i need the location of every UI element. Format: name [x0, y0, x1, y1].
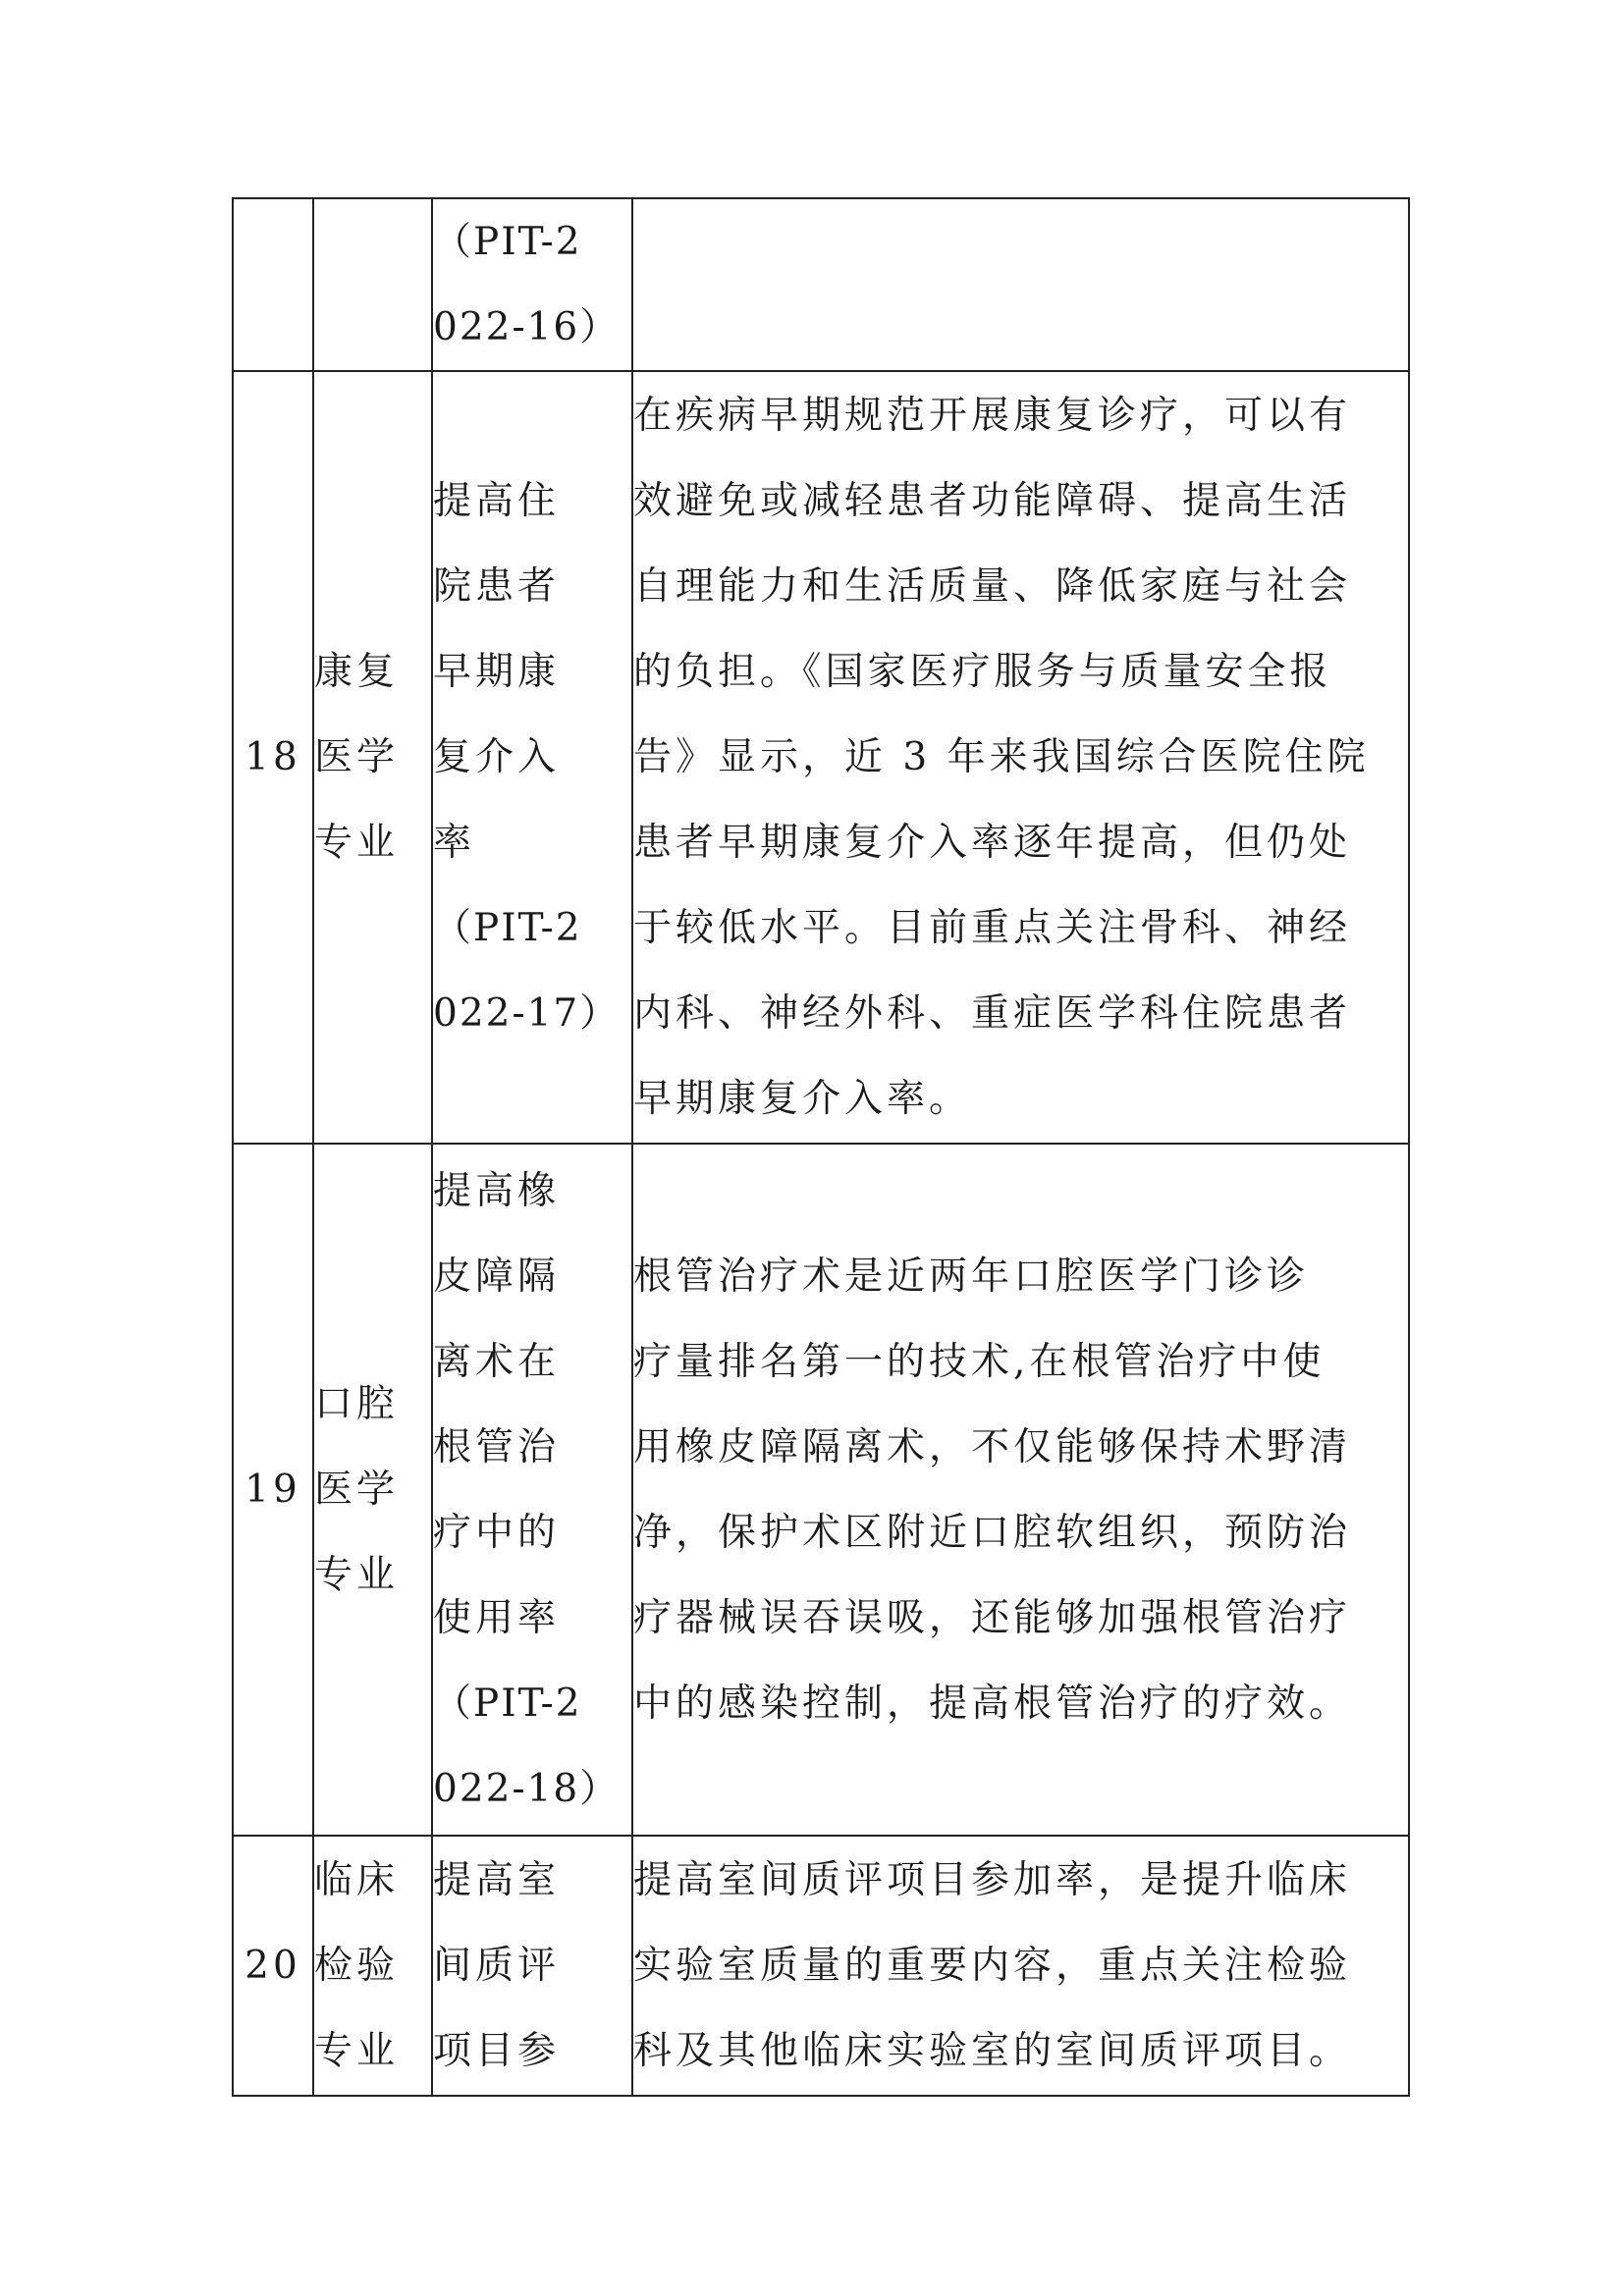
table-row — [233, 198, 1409, 371]
specialty-cell — [313, 1836, 432, 2096]
specialty-cell — [313, 198, 432, 371]
title-line: 间质评 — [433, 1944, 561, 1988]
description-line: 告》显示，近 3 年来我国综合医院住院 — [633, 735, 1370, 779]
description-cell — [632, 371, 1409, 1144]
title-line: 离术在 — [433, 1339, 561, 1384]
title-line: 率 — [433, 821, 476, 865]
title-line: 复介入 — [433, 735, 561, 779]
description-cell — [632, 198, 1409, 371]
title-line: 项目参 — [433, 2029, 561, 2073]
description-line: 在疾病早期规范开展康复诊疗，可以有 — [633, 394, 1352, 438]
title-line: 022-18） — [433, 1766, 621, 1811]
table-row — [233, 1836, 1409, 2096]
description-line: 提高室间质评项目参加率，是提升临床 — [633, 1858, 1352, 1902]
specialty-line: 专业 — [314, 2029, 400, 2073]
title-line: 提高室 — [433, 1858, 561, 1902]
row-number: 18 — [233, 371, 313, 1144]
title-line: （PIT-2 — [433, 906, 582, 950]
title-line: 皮障隔 — [433, 1254, 561, 1299]
title-line: 022-17） — [433, 991, 621, 1036]
description-line: 疗器械误吞误吸，还能够加强根管治疗 — [633, 1595, 1352, 1640]
title-line: 022-16） — [433, 305, 621, 349]
row-number — [233, 198, 313, 371]
description-line: 科及其他临床实验室的室间质评项目。 — [633, 2029, 1352, 2073]
description-cell — [632, 1144, 1409, 1836]
description-line: 净，保护术区附近口腔软组织，预防治 — [633, 1510, 1352, 1555]
specialty-line: 专业 — [314, 1553, 400, 1597]
specialty-line: 医学 — [314, 735, 400, 779]
description-line: 实验室质量的重要内容，重点关注检验 — [633, 1944, 1352, 1988]
description-line: 效避免或减轻患者功能障碍、提高生活 — [633, 479, 1352, 523]
description-line: 内科、神经外科、重症医学科住院患者 — [633, 991, 1352, 1036]
specialty-line: 检验 — [314, 1944, 400, 1988]
title-line: 疗中的 — [433, 1510, 561, 1555]
title-line: 院患者 — [433, 564, 561, 609]
title-line: 提高住 — [433, 479, 561, 523]
indicator-title — [432, 1836, 632, 2096]
specialty-line: 专业 — [314, 821, 400, 865]
specialty-cell — [313, 371, 432, 1144]
specialty-line: 临床 — [314, 1858, 400, 1902]
description-line: 早期康复介入率。 — [633, 1077, 972, 1121]
indicator-title — [432, 198, 632, 371]
title-line: （PIT-2 — [433, 1681, 582, 1726]
description-line: 于较低水平。目前重点关注骨科、神经 — [633, 906, 1352, 950]
title-line: 提高橡 — [433, 1168, 561, 1213]
description-cell — [632, 1836, 1409, 2096]
specialty-line: 医学 — [314, 1468, 400, 1512]
indicator-title — [432, 371, 632, 1144]
description-line: 的负担。《国家医疗服务与质量安全报 — [633, 650, 1332, 694]
description-line: 根管治疗术是近两年口腔医学门诊诊 — [633, 1254, 1310, 1299]
indicator-table — [232, 197, 1410, 2097]
description-line: 用橡皮障隔离术，不仅能够保持术野清 — [633, 1424, 1352, 1469]
table-row — [233, 1144, 1409, 1836]
specialty-line: 康复 — [314, 650, 400, 694]
row-number: 19 — [233, 1144, 313, 1836]
description-line: 患者早期康复介入率逐年提高，但仍处 — [633, 821, 1352, 865]
title-line: 早期康 — [433, 650, 561, 694]
title-line: （PIT-2 — [433, 220, 582, 264]
description-line: 自理能力和生活质量、降低家庭与社会 — [633, 564, 1352, 609]
indicator-title — [432, 1144, 632, 1836]
description-line: 中的感染控制，提高根管治疗的疗效。 — [633, 1681, 1352, 1726]
table-row — [233, 371, 1409, 1144]
description-line: 疗量排名第一的技术,在根管治疗中使 — [633, 1339, 1326, 1384]
title-line: 使用率 — [433, 1595, 561, 1640]
row-number: 20 — [233, 1836, 313, 2096]
specialty-line: 口腔 — [314, 1382, 400, 1426]
specialty-cell — [313, 1144, 432, 1836]
title-line: 根管治 — [433, 1424, 561, 1469]
